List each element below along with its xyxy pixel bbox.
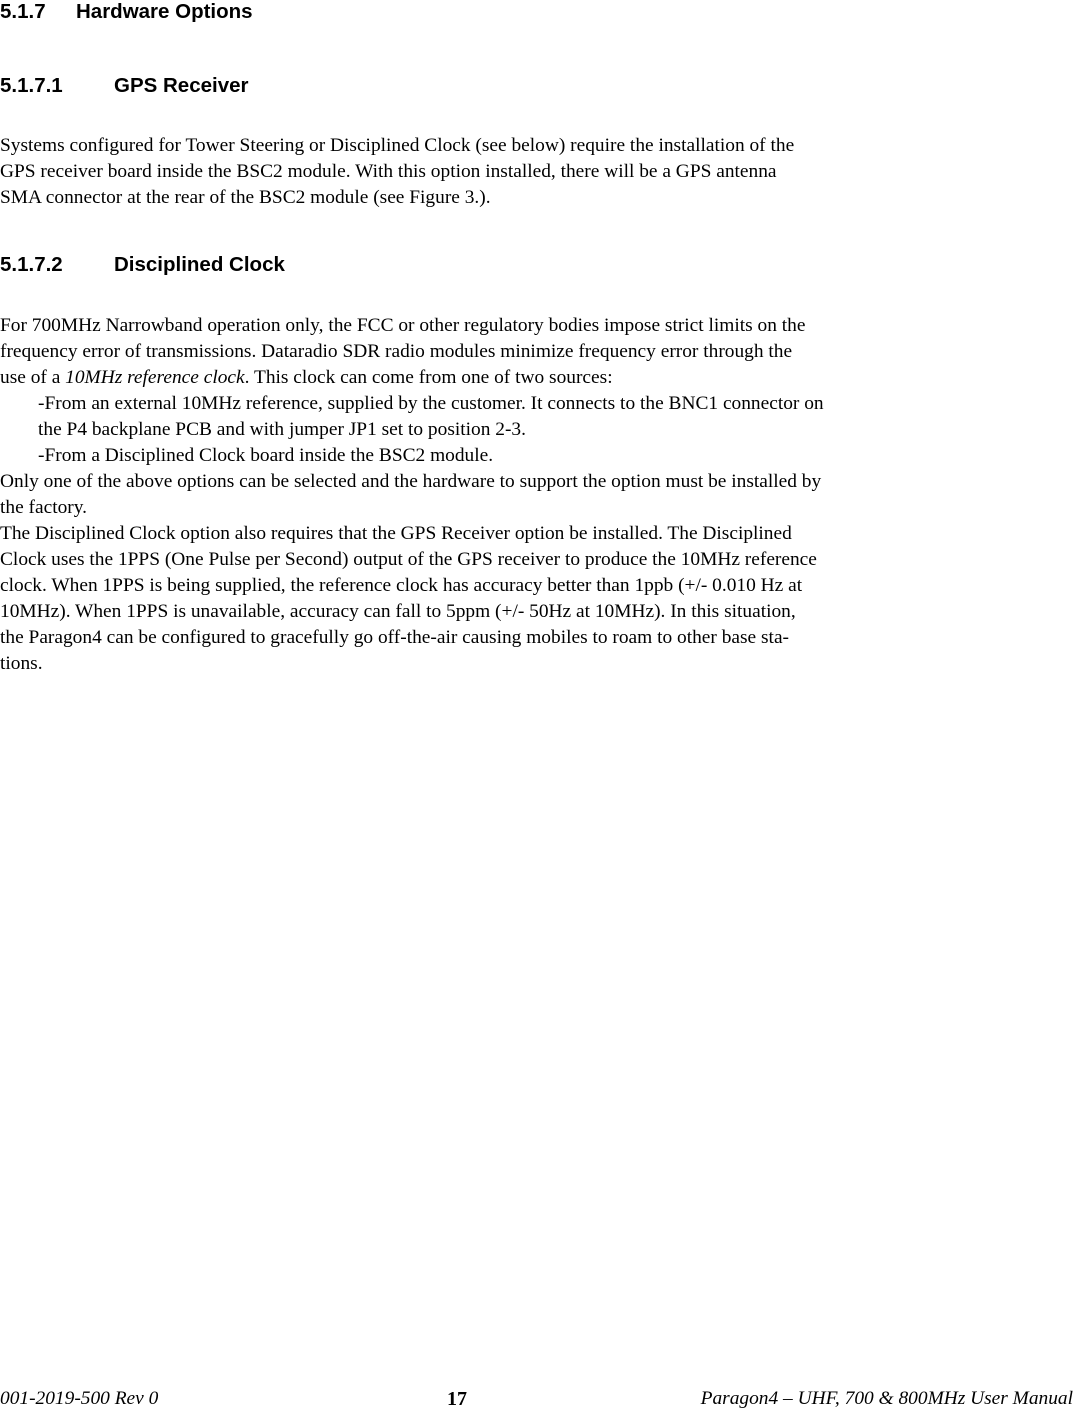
- gps-title: GPS Receiver: [114, 74, 249, 97]
- clock-line: For 700MHz Narrowband operation only, the FCC or other regulatory bodies impose strict limits on the: [0, 315, 806, 336]
- footer-doc-number: 001-2019-500 Rev 0: [0, 1388, 159, 1409]
- footer-page-number: 17: [447, 1388, 467, 1410]
- gps-line: SMA connector at the rear of the BSC2 module (see Figure 3.).: [0, 187, 491, 208]
- section-heading: [0, 0, 253, 24]
- source-option-disciplined: -From a Disciplined Clock board inside the BSC2 module.: [38, 445, 494, 466]
- clock-number: 5.1.7.2: [0, 253, 63, 276]
- clock-title: Disciplined Clock: [114, 253, 285, 276]
- clock-paragraph: [0, 313, 975, 677]
- clock-line: [0, 365, 975, 391]
- clock-line3-pre: use of a: [0, 367, 66, 388]
- gps-line: GPS receiver board inside the BSC2 module. With this option installed, there will be a GPS antenna: [0, 161, 777, 182]
- section-title: Hardware Options: [76, 0, 253, 23]
- clock-line: Clock uses the 1PPS (One Pulse per Second) output of the GPS receiver to produce the 10MHz reference: [0, 549, 817, 570]
- gps-line: Systems configured for Tower Steering or Disciplined Clock (see below) require the installation of the: [0, 135, 795, 156]
- clock-line: Only one of the above options can be selected and the hardware to support the option must be installed by: [0, 471, 822, 492]
- clock-line3-post: . This clock can come from one of two sources:: [244, 367, 613, 388]
- clock-line: frequency error of transmissions. Dataradio SDR radio modules minimize frequency error through the: [0, 341, 793, 362]
- gps-number: 5.1.7.1: [0, 74, 63, 97]
- clock-line: the factory.: [0, 497, 88, 518]
- gps-heading: [0, 74, 249, 98]
- reference-clock-term: 10MHz reference clock: [65, 367, 245, 388]
- clock-heading: [0, 253, 285, 277]
- clock-line: The Disciplined Clock option also requires that the GPS Receiver option be installed. The Disciplined: [0, 523, 792, 544]
- clock-line: the Paragon4 can be configured to gracefully go off-the-air causing mobiles to roam to other base sta-: [0, 627, 790, 648]
- footer-manual-title: Paragon4 – UHF, 700 & 800MHz User Manual: [700, 1388, 1073, 1409]
- source-option-external: -From an external 10MHz reference, supplied by the customer. It connects to the BNC1 connector on: [38, 393, 824, 414]
- clock-line: clock. When 1PPS is being supplied, the reference clock has accuracy better than 1ppb (+/- 0.010 Hz at: [0, 575, 803, 596]
- clock-line: 10MHz). When 1PPS is unavailable, accuracy can fall to 5ppm (+/- 50Hz at 10MHz). In this situation,: [0, 601, 796, 622]
- section-number: 5.1.7: [0, 0, 46, 23]
- clock-line: tions.: [0, 653, 43, 674]
- source-option-external-cont: the P4 backplane PCB and with jumper JP1 set to position 2-3.: [38, 419, 526, 440]
- gps-paragraph: [0, 133, 975, 211]
